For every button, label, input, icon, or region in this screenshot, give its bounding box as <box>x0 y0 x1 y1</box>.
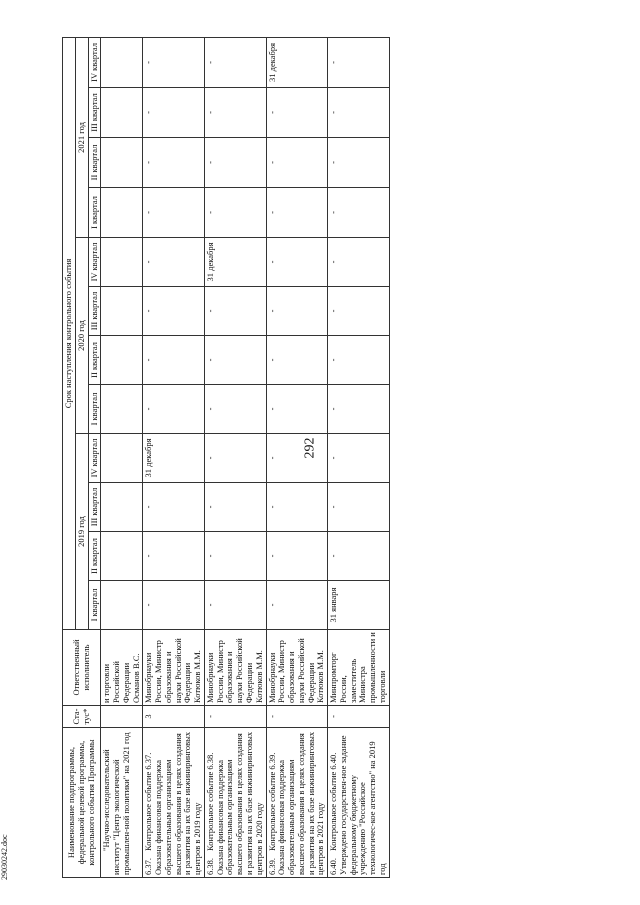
event-number: 6.38. <box>204 858 215 875</box>
status-cell: 3 <box>143 706 205 728</box>
event-name: Контрольное событие 6.39. Оказана финансовая поддержка образовательным организациям высшего образования в целях создания и развития на их базе инжиниринговых центров в 2021 году <box>266 731 326 875</box>
deadline-cell: - <box>143 88 205 138</box>
header-responsible: Ответственный исполнитель <box>63 630 101 706</box>
deadline-cell: - <box>328 336 390 385</box>
deadline-cell: - <box>143 238 205 287</box>
responsible-cell: Минобрнауки России, Министр образования и науки Российской Федерации Котюков М.М. <box>266 630 328 706</box>
deadline-cell: - <box>204 287 266 336</box>
deadline-cell: - <box>204 581 266 630</box>
deadline-cell: - <box>143 483 205 532</box>
deadline-cell: - <box>328 532 390 581</box>
table-row <box>101 37 143 877</box>
header-quarter: III квартал <box>88 483 101 532</box>
deadline-cell: - <box>266 188 328 238</box>
deadline-cell <box>101 532 143 581</box>
header-quarter: I квартал <box>88 581 101 630</box>
deadline-cell <box>101 385 143 434</box>
control-events-table <box>62 37 390 878</box>
deadline-cell: - <box>328 138 390 188</box>
deadline-cell: - <box>266 581 328 630</box>
deadline-cell: - <box>266 434 328 483</box>
deadline-cell: - <box>204 138 266 188</box>
deadline-cell: - <box>143 37 205 87</box>
deadline-cell <box>101 238 143 287</box>
event-number: 6.39. <box>266 858 277 875</box>
status-cell: - <box>328 706 390 728</box>
event-name-cell <box>328 728 390 878</box>
deadline-cell: 31 января <box>328 581 390 630</box>
deadline-cell: 31 декабря <box>143 434 205 483</box>
deadline-cell: - <box>328 287 390 336</box>
header-deadline: Срок наступления контрольного события <box>63 37 76 629</box>
event-name: Контрольное событие 6.38. Оказана финансовая поддержка образовательным организациям высшего образования в целях создания и развития на их базе инжиниринговых центров в 2020 году <box>204 731 264 875</box>
event-name: Контрольное событие 6.40. Утверждено государствен-ное задание федеральному бюджетному учреждению "Российское технологичес-кое агентство" на 2019 год <box>328 735 387 875</box>
deadline-cell: 31 декабря <box>204 238 266 287</box>
responsible-cell: и торговли Российской Федерации Османов В.С. <box>101 630 143 706</box>
deadline-cell: - <box>143 532 205 581</box>
deadline-cell: - <box>266 336 328 385</box>
deadline-cell <box>101 581 143 630</box>
event-name-cell <box>266 728 328 878</box>
table-row <box>143 37 205 877</box>
table-row <box>204 37 266 877</box>
header-quarter: IV квартал <box>88 434 101 483</box>
table-row <box>266 37 328 877</box>
header-quarter: IV квартал <box>88 238 101 287</box>
table-row <box>328 37 390 877</box>
header-year-2021: 2021 год <box>75 37 88 237</box>
event-name-cell <box>204 728 266 878</box>
deadline-cell: - <box>143 581 205 630</box>
deadline-cell: - <box>143 385 205 434</box>
event-name: "Научно-исследовательский институт "Центр экологической промышлен-ной политики" на 2021 год <box>101 732 131 875</box>
deadline-cell: - <box>266 138 328 188</box>
document-id: 29030242.doc <box>0 834 9 880</box>
deadline-cell: - <box>266 385 328 434</box>
header-quarter: III квартал <box>88 88 101 138</box>
deadline-cell: - <box>266 287 328 336</box>
header-quarter: III квартал <box>88 287 101 336</box>
deadline-cell <box>101 483 143 532</box>
deadline-cell: - <box>266 532 328 581</box>
deadline-cell: - <box>143 138 205 188</box>
deadline-cell: - <box>266 483 328 532</box>
deadline-cell: - <box>328 385 390 434</box>
deadline-cell: - <box>204 336 266 385</box>
header-quarter: I квартал <box>88 188 101 238</box>
deadline-cell: - <box>328 88 390 138</box>
deadline-cell <box>101 138 143 188</box>
deadline-cell <box>101 434 143 483</box>
event-name-cell <box>101 728 143 878</box>
deadline-cell: - <box>204 385 266 434</box>
deadline-cell: - <box>204 37 266 87</box>
deadline-cell: - <box>143 188 205 238</box>
deadline-cell: - <box>204 483 266 532</box>
responsible-cell: Минобрнауки России, Министр образования и науки Российской Федерации Котюков М.М. <box>143 630 205 706</box>
event-number: 6.37. <box>143 858 154 875</box>
deadline-cell: 31 декабря <box>266 37 328 87</box>
deadline-cell: - <box>143 287 205 336</box>
header-quarter: IV квартал <box>88 37 101 87</box>
status-cell <box>101 706 143 728</box>
deadline-cell: - <box>204 532 266 581</box>
header-quarter: II квартал <box>88 532 101 581</box>
header-name: Наименование подпрограммы, федеральной целевой программы, контрольного события Программы <box>63 728 101 878</box>
deadline-cell: - <box>266 238 328 287</box>
event-name: Контрольное событие 6.37. Оказана финансовая поддержка образовательным организациям высшего образования в целях создания и развития на их базе инжиниринговых центров в 2019 году <box>143 731 203 875</box>
deadline-cell: - <box>204 434 266 483</box>
responsible-cell: Минпромторг России, заместитель Министра промышленности и торговли <box>328 630 390 706</box>
deadline-cell: - <box>266 88 328 138</box>
header-status: Ста-тус* <box>63 706 101 728</box>
responsible-cell: Минобрнауки России, Министр образования и науки Российской Федерации Котюков М.М. <box>204 630 266 706</box>
deadline-cell <box>101 88 143 138</box>
header-year-2019: 2019 год <box>75 434 88 630</box>
deadline-cell: - <box>328 483 390 532</box>
deadline-cell: - <box>143 336 205 385</box>
header-quarter: II квартал <box>88 138 101 188</box>
page-number: 292 <box>302 437 318 459</box>
deadline-cell <box>101 188 143 238</box>
header-year-2020: 2020 год <box>75 238 88 434</box>
header-quarter: II квартал <box>88 336 101 385</box>
deadline-cell: - <box>328 37 390 87</box>
event-name-cell <box>143 728 205 878</box>
deadline-cell <box>101 37 143 87</box>
deadline-cell: - <box>328 188 390 238</box>
header-row-1 <box>63 37 76 877</box>
deadline-cell: - <box>204 188 266 238</box>
rotated-sheet <box>62 38 562 878</box>
event-number: 6.40. <box>328 858 339 875</box>
deadline-cell: - <box>204 88 266 138</box>
deadline-cell: - <box>328 238 390 287</box>
header-quarter: I квартал <box>88 385 101 434</box>
deadline-cell <box>101 287 143 336</box>
deadline-cell: - <box>328 434 390 483</box>
status-cell: - <box>204 706 266 728</box>
deadline-cell <box>101 336 143 385</box>
status-cell: - <box>266 706 328 728</box>
